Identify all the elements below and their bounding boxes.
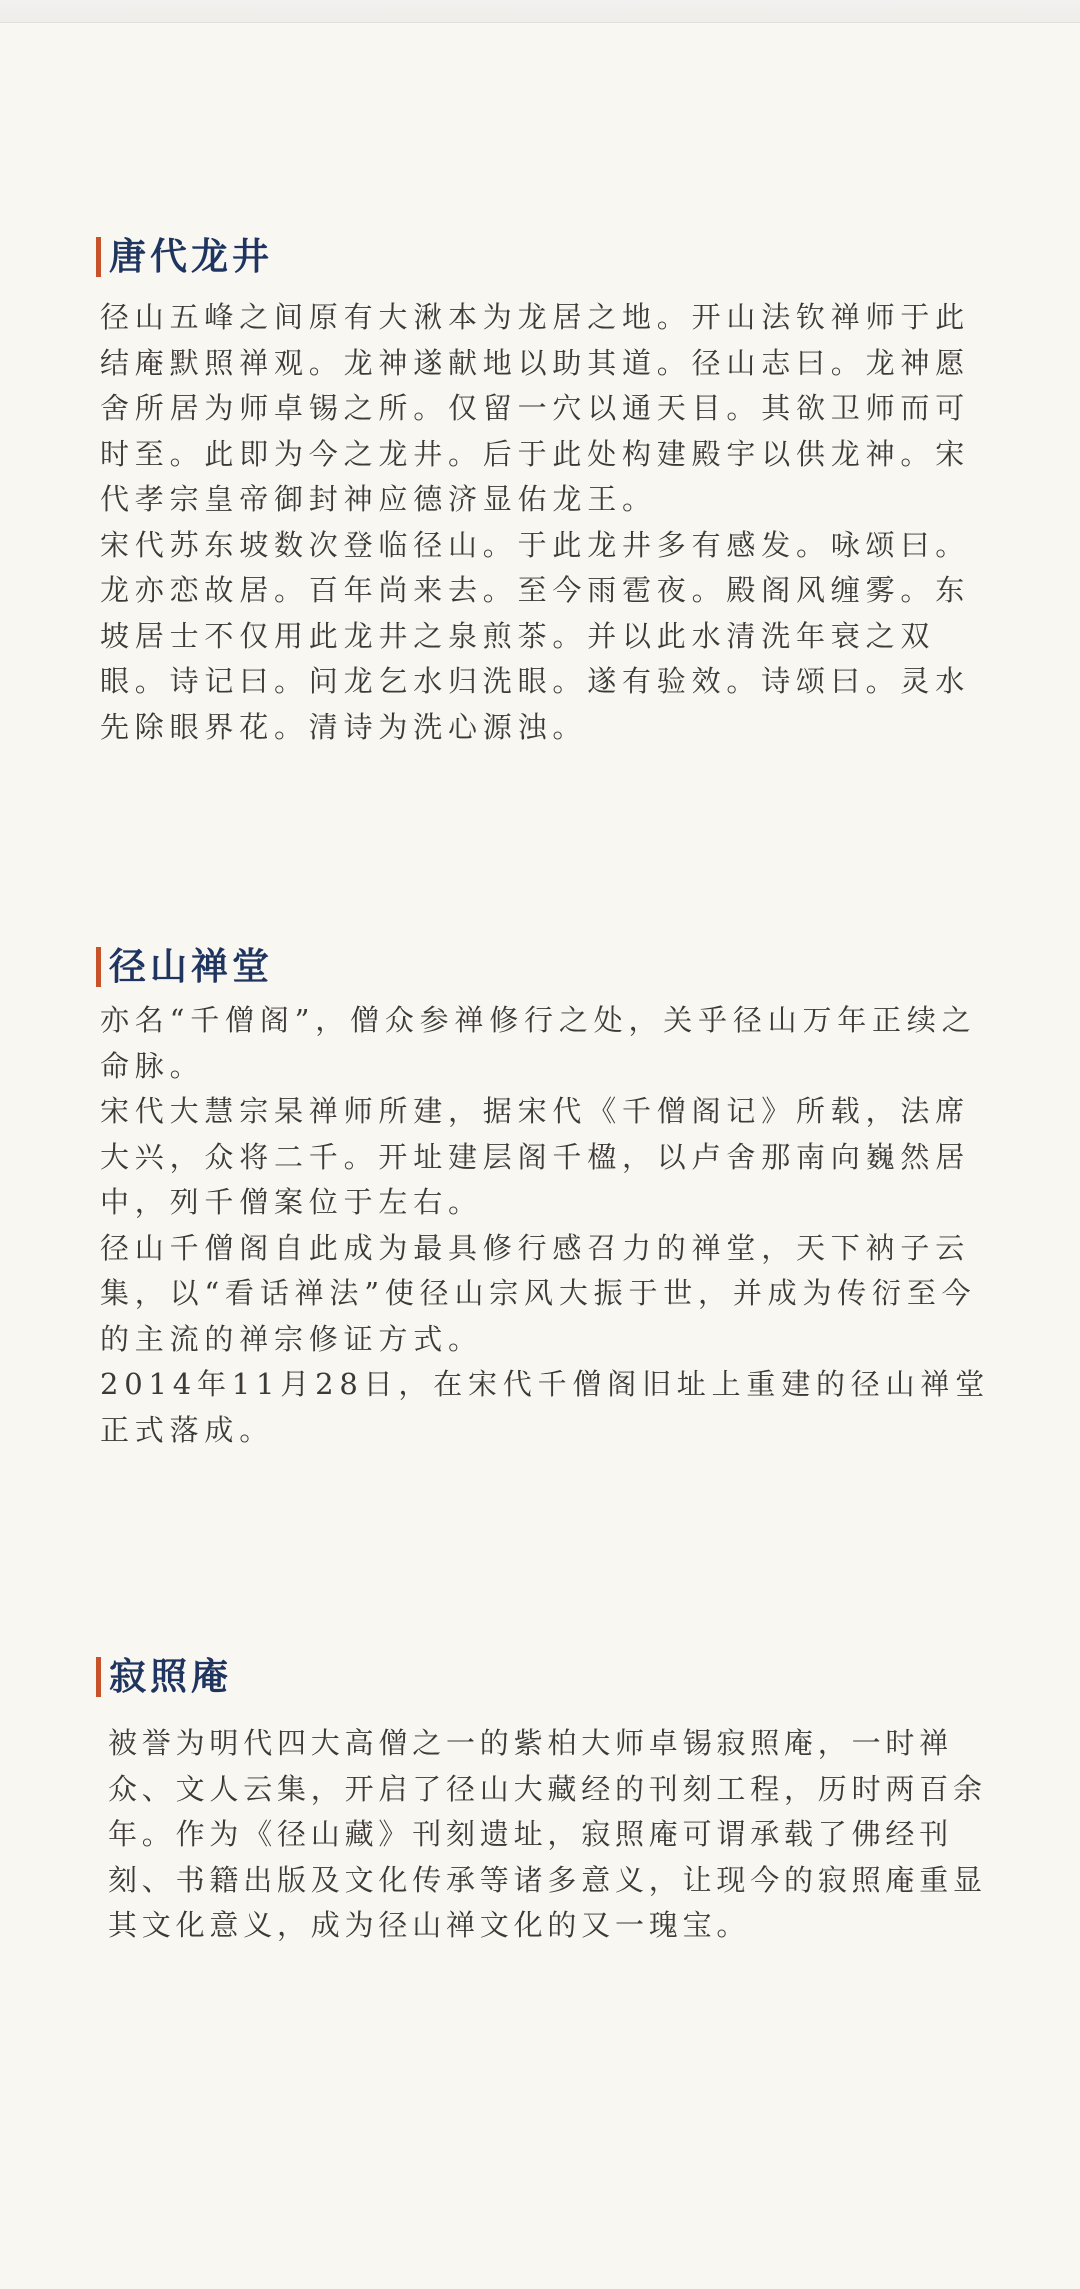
paragraph: 2014年11月28日，在宋代千僧阁旧址上重建的径山禅堂正式落成。 <box>100 1367 991 1447</box>
section-title: 寂照庵 <box>109 1655 232 1698</box>
page-top-edge <box>0 0 1080 23</box>
heading-accent-bar <box>96 237 101 277</box>
paragraph: 径山五峰之间原有大湫本为龙居之地。开山法钦禅师于此结庵默照禅观。龙神遂献地以助其道。径山志曰。龙神愿舍所居为师卓锡之所。仅留一穴以通天目。其欲卫师而可时至。此即为今之龙井。后于此处构建殿宇以供龙神。宋代孝宗皇帝御封神应德济显佑龙王。 <box>100 300 971 516</box>
section-body <box>108 1721 998 1949</box>
paragraph: 径山千僧阁自此成为最具修行感召力的禅堂，天下衲子云集，以“看话禅法”使径山宗风大振于世，并成为传衍至今的主流的禅宗修证方式。 <box>100 1230 977 1356</box>
section-heading <box>96 1653 232 1701</box>
heading-accent-bar <box>96 947 101 987</box>
section-heading <box>96 233 273 281</box>
paragraph: 宋代苏东坡数次登临径山。于此龙井多有感发。咏颂曰。龙亦恋故居。百年尚来去。至今雨雹夜。殿阁风缠雾。东坡居士不仅用此龙井之泉煎茶。并以此水清洗年衰之双眼。诗记曰。问龙乞水归洗眼。遂有验效。诗颂曰。灵水先除眼界花。清诗为洗心源浊。 <box>100 527 971 744</box>
section-title: 唐代龙井 <box>109 235 273 278</box>
section-title: 径山禅堂 <box>109 945 273 988</box>
section-body <box>100 998 990 1453</box>
paragraph: 宋代大慧宗杲禅师所建，据宋代《千僧阁记》所载，法席大兴，众将二千。开址建层阁千楹，以卢舍那南向巍然居中，列千僧案位于左右。 <box>100 1094 971 1219</box>
paragraph: 被誉为明代四大高僧之一的紫柏大师卓锡寂照庵，一时禅众、文人云集，开启了径山大藏经的刊刻工程，历时两百余年。作为《径山藏》刊刻遗址，寂照庵可谓承载了佛经刊刻、书籍出版及文化传承等诸多意义，让现今的寂照庵重显其文化意义，成为径山禅文化的又一瑰宝。 <box>108 1726 987 1942</box>
paragraph: 亦名“千僧阁”，僧众参禅修行之处，关乎径山万年正续之命脉。 <box>100 1003 977 1083</box>
section-body <box>100 295 990 750</box>
section-heading <box>96 943 273 991</box>
heading-accent-bar <box>96 1657 101 1697</box>
